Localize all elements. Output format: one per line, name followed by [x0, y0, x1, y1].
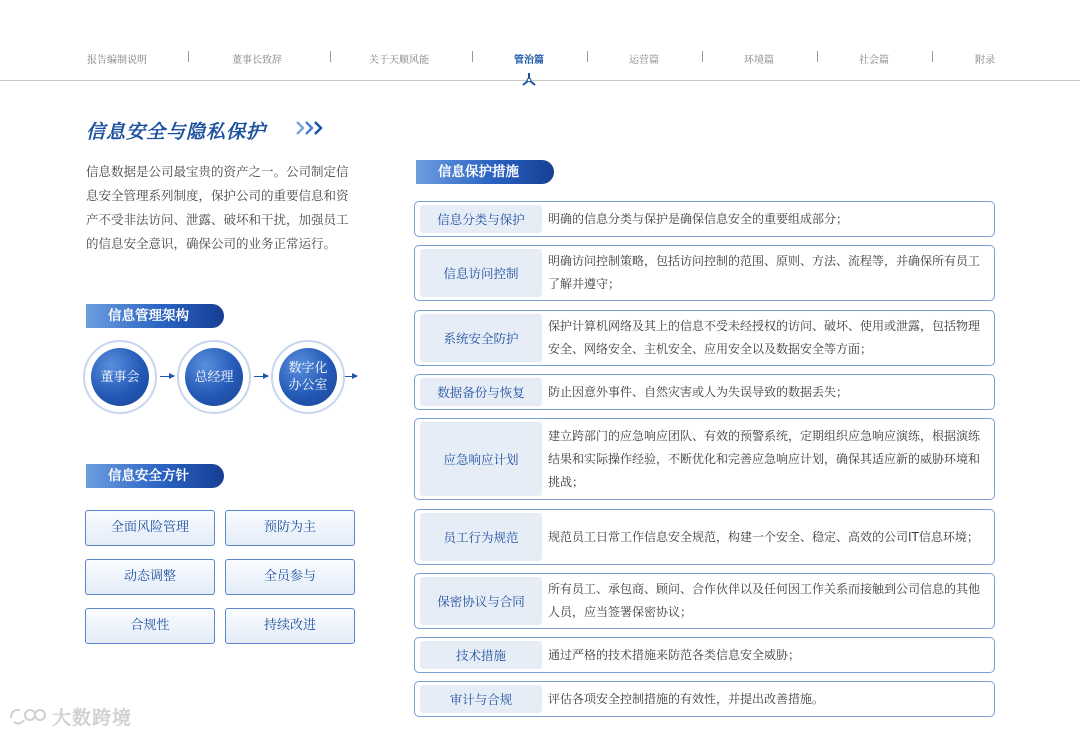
wind-turbine-icon: [521, 72, 537, 88]
measure-row: [414, 573, 995, 629]
measure-description: 所有员工、承包商、顾问、合作伙伴以及任何因工作关系而接触到公司信息的其他人员，应当签署保密协议；: [548, 582, 981, 619]
measure-text: [548, 246, 982, 300]
intro-text: 信息数据是公司最宝贵的资产之一。公司制定信息安全管理系列制度，保护公司的重要信息和资产不受非法访问、泄露、破坏和干扰，加强员工的信息安全意识，确保公司的业务正常运行。: [86, 164, 349, 251]
measure-description: 保护计算机网络及其上的信息不受未经授权的访问、破坏、使用或泄露，包括物理安全、网络安全、主机安全、应用安全以及数据安全等方面；: [548, 319, 981, 356]
node-board: 董事会: [91, 348, 149, 406]
nav-separator: [932, 51, 933, 62]
measure-description: 明确的信息分类与保护是确保信息安全的重要组成部分；: [548, 211, 849, 226]
measure-text: [548, 311, 982, 365]
policy-item: 动态调整: [85, 559, 215, 595]
node-digital-office: 数字化办公室: [279, 348, 337, 406]
watermark-logo-icon: [8, 706, 48, 728]
architecture-node: [177, 340, 251, 414]
policy-item: 预防为主: [225, 510, 355, 546]
architecture-node: [83, 340, 157, 414]
measure-text: [548, 510, 982, 564]
arrow-right-icon: [160, 376, 174, 377]
policy-item: 全面风险管理: [85, 510, 215, 546]
measure-description: 防止因意外事件、自然灾害或人为失误导致的数据丢失；: [548, 384, 849, 399]
nav-separator: [330, 51, 331, 62]
policy-item: 全员参与: [225, 559, 355, 595]
measure-text: [548, 375, 982, 409]
watermark-text: 大数跨境: [52, 707, 133, 729]
measure-label: 信息分类与保护: [420, 205, 542, 233]
measure-description: 规范员工日常工作信息安全规范，构建一个安全、稳定、高效的公司IT信息环境；: [548, 529, 979, 544]
section-title: 信息安全与隐私保护: [86, 121, 267, 143]
measure-row: [414, 245, 995, 301]
arrow-right-icon: [345, 376, 357, 377]
architecture-node: [271, 340, 345, 414]
nav-item-operations[interactable]: 运营篇: [629, 55, 659, 66]
nav-separator: [817, 51, 818, 62]
measure-description: 明确访问控制策略，包括访问控制的范围、原则、方法、流程等，并确保所有员工了解并遵守；: [548, 254, 981, 291]
measure-label: 信息访问控制: [420, 249, 542, 297]
top-navigation: [0, 0, 1080, 80]
measures-heading: 信息保护措施: [416, 160, 554, 184]
nav-item-about[interactable]: 关于天顺风能: [369, 55, 429, 66]
nav-separator: [587, 51, 588, 62]
measure-text: [548, 202, 982, 236]
measure-text: [548, 574, 982, 628]
nav-item-chairman[interactable]: 董事长致辞: [232, 55, 282, 66]
nav-item-environment[interactable]: 环境篇: [744, 55, 774, 66]
measure-label: 系统安全防护: [420, 314, 542, 362]
measure-row: [414, 374, 995, 410]
chevrons-right-icon: [296, 121, 324, 135]
nav-item-social[interactable]: 社会篇: [859, 55, 889, 66]
policy-heading: 信息安全方针: [86, 464, 224, 488]
policy-item: 合规性: [85, 608, 215, 644]
nav-separator: [188, 51, 189, 62]
measure-row: [414, 637, 995, 673]
measure-row: [414, 418, 995, 500]
nav-separator: [472, 51, 473, 62]
node-general-manager: 总经理: [185, 348, 243, 406]
nav-separator: [702, 51, 703, 62]
nav-divider: [0, 80, 1080, 81]
architecture-heading: 信息管理架构: [86, 304, 224, 328]
nav-item-report-notes[interactable]: 报告编制说明: [87, 55, 147, 66]
measure-text: [548, 638, 982, 672]
measure-text: [548, 682, 982, 716]
measure-row: [414, 310, 995, 366]
arrow-right-icon: [254, 376, 268, 377]
measure-label: 保密协议与合同: [420, 577, 542, 625]
measure-label: 技术措施: [420, 641, 542, 669]
measure-text: [548, 419, 982, 499]
measure-row: [414, 201, 995, 237]
measure-label: 数据备份与恢复: [420, 378, 542, 406]
nav-item-appendix[interactable]: 附录: [975, 55, 995, 66]
measure-description: 通过严格的技术措施来防范各类信息安全威胁；: [548, 647, 801, 662]
measure-label: 应急响应计划: [420, 422, 542, 496]
policy-item: 持续改进: [225, 608, 355, 644]
measure-description: 建立跨部门的应急响应团队、有效的预警系统，定期组织应急响应演练，根据演练结果和实际操作经验，不断优化和完善应急响应计划，确保其适应新的威胁环境和挑战；: [548, 428, 981, 489]
nav-item-governance[interactable]: 管治篇: [514, 55, 544, 66]
measure-label: 审计与合规: [420, 685, 542, 713]
measure-row: [414, 681, 995, 717]
intro-paragraph: [86, 160, 358, 256]
measure-label: 员工行为规范: [420, 513, 542, 561]
measure-row: [414, 509, 995, 565]
measure-description: 评估各项安全控制措施的有效性，并提出改善措施。: [548, 691, 825, 706]
